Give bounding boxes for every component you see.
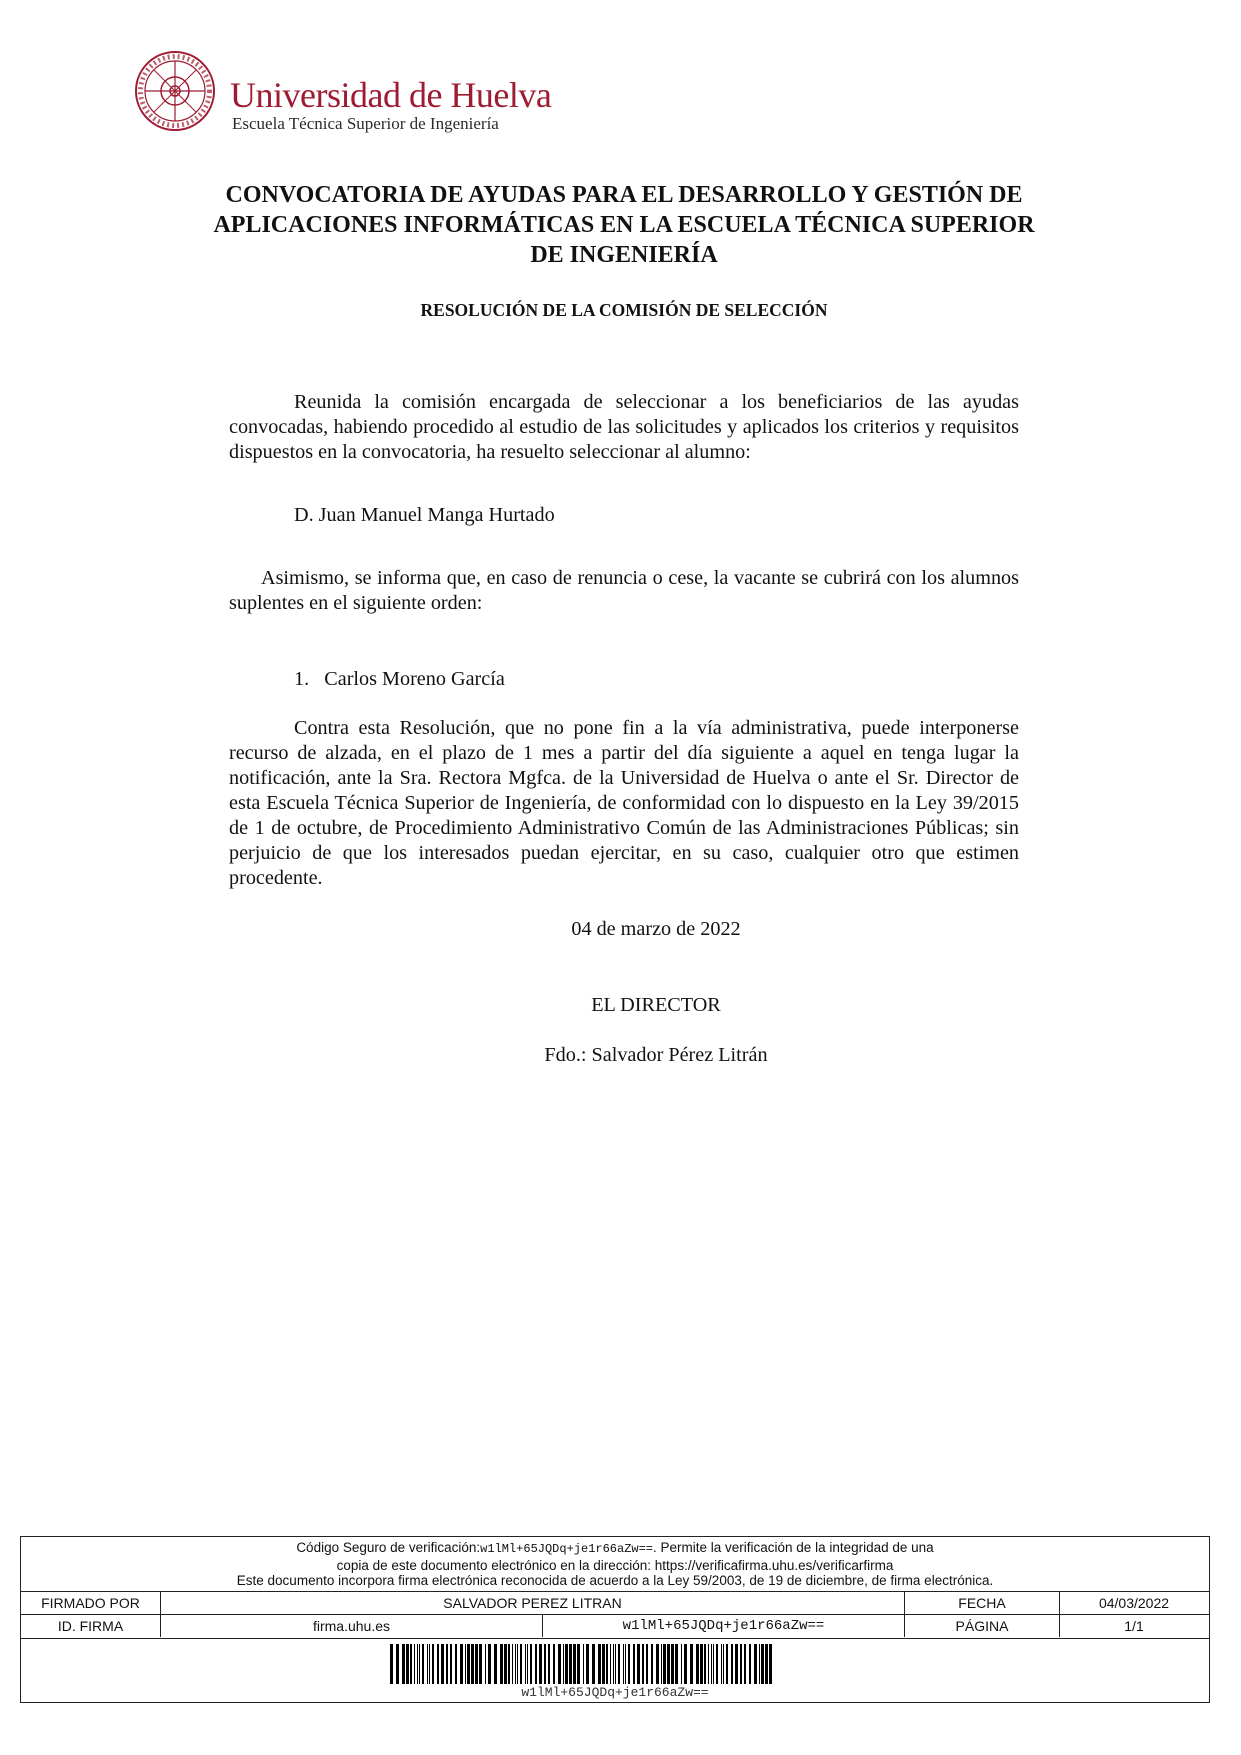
paragraph-substitutes: Asimismo, se informa que, en caso de renuncia o cese, la vacante se cubrirá con los alumnos suplentes en el siguiente orden: <box>229 567 1019 614</box>
barcode-bar <box>713 1644 714 1684</box>
barcode-bar <box>396 1644 399 1684</box>
id-label: ID. FIRMA <box>21 1615 161 1637</box>
barcode-bar <box>583 1644 584 1684</box>
barcode-bar <box>726 1644 728 1684</box>
barcode-bar <box>460 1644 463 1684</box>
barcode-bar <box>716 1644 718 1684</box>
barcode-bar <box>517 1644 518 1684</box>
barcode-bar <box>437 1644 439 1684</box>
page-value: 1/1 <box>1124 1618 1144 1634</box>
barcode-bar <box>684 1644 687 1684</box>
barcode-bar <box>390 1644 393 1684</box>
signed-by-label: FIRMADO POR <box>21 1592 161 1614</box>
verification-suffix: . Permite la verificación de la integridad de una <box>653 1540 934 1555</box>
barcode-bar <box>749 1644 751 1684</box>
barcode-icon <box>390 1644 772 1684</box>
page-label: PÁGINA <box>905 1615 1060 1637</box>
barcode-bar <box>769 1644 772 1684</box>
logo-school-name: Escuela Técnica Superior de Ingeniería <box>232 114 499 133</box>
paragraph-selection: Reunida la comisión encargada de seleccionar a los beneficiarios de las ayudas convocadas, habiendo procedido al estudio de las solicitudes y aplicados los criterios y requisitos dispuestos en la convocatoria, ha resuelto seleccionar al alumno: <box>229 391 1019 463</box>
barcode-bar <box>623 1644 624 1684</box>
barcode-bar <box>704 1644 706 1684</box>
barcode-bar <box>450 1644 452 1684</box>
barcode-bar <box>563 1644 564 1684</box>
barcode-bar <box>625 1644 626 1684</box>
barcode-bar <box>471 1644 474 1684</box>
barcode-bar <box>761 1644 764 1684</box>
barcode-bar <box>419 1644 420 1684</box>
barcode-bar <box>429 1644 430 1684</box>
barcode-bar <box>527 1644 528 1684</box>
barcode-bar <box>586 1644 589 1684</box>
barcode-bar <box>402 1644 405 1684</box>
document-title: CONVOCATORIA DE AYUDAS PARA EL DESARROLLO Y GESTIÓN DE APLICACIONES INFORMÁTICAS EN LA ESCUELA TÉCNICA SUPERIOR DE INGENIERÍA <box>213 182 1035 268</box>
barcode-bar <box>646 1644 648 1684</box>
substitute-item: 1. Carlos Moreno García <box>294 668 505 690</box>
barcode-bar <box>735 1644 738 1684</box>
barcode-bar <box>633 1644 635 1684</box>
barcode-bar <box>500 1644 503 1684</box>
barcode-bar <box>711 1644 712 1684</box>
barcode-bar <box>740 1644 742 1684</box>
signer-title: EL DIRECTOR <box>591 994 721 1016</box>
barcode-bar <box>708 1644 709 1684</box>
barcode-bar <box>494 1644 497 1684</box>
barcode-bar <box>671 1644 674 1684</box>
barcode-bar <box>558 1644 561 1684</box>
barcode-bar <box>618 1644 620 1684</box>
barcode-bar <box>544 1644 546 1684</box>
barcode-bar <box>613 1644 614 1684</box>
barcode-bar <box>475 1644 478 1684</box>
barcode-bar <box>754 1644 757 1684</box>
barcode-bar <box>675 1644 678 1684</box>
barcode-bar <box>765 1644 768 1684</box>
verification-text <box>21 1540 1209 1589</box>
barcode-bar <box>553 1644 555 1684</box>
barcode-bar <box>417 1644 418 1684</box>
barcode-bar <box>488 1644 491 1684</box>
barcode-bar <box>606 1644 608 1684</box>
document-date: 04 de marzo de 2022 <box>571 918 741 940</box>
barcode-bar <box>723 1644 724 1684</box>
verification-prefix: Código Seguro de verificación: <box>296 1540 481 1555</box>
barcode-bar <box>530 1644 532 1684</box>
barcode-bar <box>592 1644 595 1684</box>
barcode-bar <box>455 1644 457 1684</box>
barcode-bar <box>577 1644 580 1684</box>
barcode-bar <box>602 1644 605 1684</box>
barcode-bar <box>512 1644 513 1684</box>
barcode-bar <box>548 1644 550 1684</box>
legal-notice-line: Este documento incorpora firma electrónica reconocida de acuerdo a la Ley 59/2003, de 19 de diciembre, de firma electrónica. <box>236 1573 994 1588</box>
barcode-bar <box>700 1644 703 1684</box>
barcode-bar <box>427 1644 428 1684</box>
id-value: firma.uhu.es <box>161 1615 543 1637</box>
barcode-bar <box>441 1644 444 1684</box>
barcode-bar <box>628 1644 630 1684</box>
barcode-bar <box>721 1644 722 1684</box>
barcode-bar <box>690 1644 693 1684</box>
logo-university-name: Universidad de Huelva <box>230 75 552 115</box>
barcode-bar <box>479 1644 482 1684</box>
id-row <box>21 1614 1209 1637</box>
barcode-bar <box>759 1644 760 1684</box>
barcode-bar <box>525 1644 526 1684</box>
barcode-bar <box>406 1644 409 1684</box>
barcode-bar <box>744 1644 746 1684</box>
verification-code: w1lMl+65JQDq+je1r66aZw== <box>480 1542 653 1556</box>
barcode-bar <box>565 1644 568 1684</box>
barcode-bar <box>520 1644 522 1684</box>
selected-student: D. Juan Manuel Manga Hurtado <box>294 504 555 526</box>
id-code: w1lMl+65JQDq+je1r66aZw== <box>543 1615 905 1637</box>
barcode-bar <box>515 1644 516 1684</box>
date-value: 04/03/2022 <box>1098 1595 1170 1611</box>
barcode-bar <box>610 1644 611 1684</box>
barcode-bar <box>573 1644 576 1684</box>
barcode-bar <box>535 1644 537 1684</box>
barcode-bar <box>681 1644 682 1684</box>
barcode-bar <box>446 1644 448 1684</box>
signer-name: Fdo.: Salvador Pérez Litrán <box>544 1044 768 1066</box>
barcode-bar <box>637 1644 640 1684</box>
barcode-bar <box>465 1644 466 1684</box>
barcode-bar <box>504 1644 507 1684</box>
barcode-bar <box>432 1644 434 1684</box>
barcode-bar <box>414 1644 415 1684</box>
barcode-bar <box>661 1644 662 1684</box>
barcode-bar <box>651 1644 653 1684</box>
barcode-bar <box>731 1644 733 1684</box>
barcode-bar <box>615 1644 616 1684</box>
barcode-bar <box>656 1644 659 1684</box>
paragraph-appeal: Contra esta Resolución, que no pone fin a la vía administrativa, puede interponerse recurso de alzada, en el plazo de 1 mes a partir del día siguiente a aquel en tenga lugar la notificación, ante la Sra. Rectora Mgfca. de la Universidad de Huelva o ante el Sr. Director de esta Escuela Técnica Superior de Ingeniería, de conformidad con lo dispuesto en la Ley 39/2015 de 1 de octubre, de Procedimiento Administrativo Común de las Administraciones Públicas; sin perjuicio de que los interesados puedan ejercitar, en su caso, cualquier otro que estimen procedente. <box>229 717 1019 889</box>
signer-row <box>21 1591 1209 1614</box>
university-logo <box>134 50 554 140</box>
university-seal-icon <box>134 50 216 132</box>
barcode-bar <box>539 1644 542 1684</box>
barcode-bar <box>598 1644 601 1684</box>
barcode-text: w1lMl+65JQDq+je1r66aZw== <box>521 1685 709 1700</box>
barcode-bar <box>696 1644 699 1684</box>
barcode-bar <box>485 1644 486 1684</box>
barcode-bar <box>663 1644 666 1684</box>
signature-verification-box <box>20 1536 1210 1703</box>
date-label: FECHA <box>905 1592 1060 1614</box>
barcode-bar <box>422 1644 424 1684</box>
document-subtitle: RESOLUCIÓN DE LA COMISIÓN DE SELECCIÓN <box>420 300 828 320</box>
verification-url-line: copia de este documento electrónico en la dirección: https://verificafirma.uhu.es/verificarfirma <box>336 1557 894 1573</box>
barcode-bar <box>508 1644 510 1684</box>
barcode-bar <box>569 1644 572 1684</box>
barcode-divider <box>21 1638 1209 1639</box>
barcode-bar <box>667 1644 670 1684</box>
barcode-bar <box>410 1644 412 1684</box>
barcode-bar <box>642 1644 644 1684</box>
barcode-bar <box>467 1644 470 1684</box>
signed-by-value: SALVADOR PEREZ LITRAN <box>161 1592 905 1614</box>
